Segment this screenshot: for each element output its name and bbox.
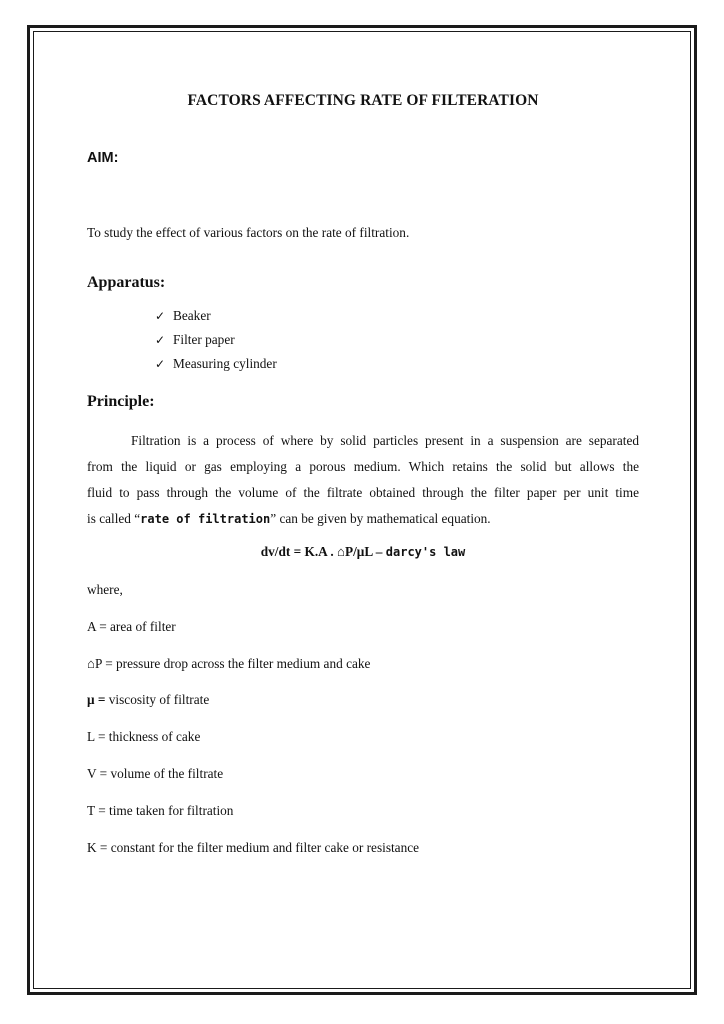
apparatus-item-label: Beaker <box>173 308 211 323</box>
list-item <box>155 328 277 352</box>
definition-item: A = area of filter <box>87 618 176 634</box>
paragraph-line: Filtration is a process of where by solid particles present in a suspension are separated <box>131 433 639 448</box>
definition-item: ⌂P = pressure drop across the filter medium and cake <box>87 655 371 671</box>
definition-symbol: μ = <box>87 692 106 708</box>
list-item <box>155 352 277 376</box>
definition-item: K = constant for the filter medium and filter cake or resistance <box>87 839 420 855</box>
paragraph-text: ” can be given by mathematical equation. <box>270 511 491 526</box>
darcy-equation <box>87 544 639 560</box>
equation-formula: dv/dt = K.A . ⌂P/μL – <box>260 544 386 559</box>
definition-item: V = volume of the filtrate <box>87 765 224 781</box>
apparatus-heading: Apparatus: <box>87 274 166 291</box>
apparatus-item-label: Measuring cylinder <box>173 356 277 371</box>
paragraph-text: is called “ <box>87 511 141 526</box>
aim-text: To study the effect of various factors on the rate of filtration. <box>87 225 410 240</box>
definition-item: μ = viscosity of filtrate <box>87 692 210 708</box>
paragraph-line: fluid to pass through the volume of the filtrate obtained through the filter paper per unit time <box>87 485 639 500</box>
check-mark-icon: ✓ <box>155 357 166 371</box>
definitions-intro: where, <box>87 582 123 597</box>
list-item <box>155 304 277 328</box>
definitions-list <box>87 580 419 874</box>
definition-item: T = time taken for filtration <box>87 802 234 818</box>
paragraph-line <box>87 506 639 532</box>
apparatus-item-label: Filter paper <box>173 332 235 347</box>
aim-heading: AIM: <box>87 150 119 166</box>
paragraph-line: from the liquid or gas employing a porous medium. Which retains the solid but allows the <box>87 459 639 474</box>
definition-item: L = thickness of cake <box>87 729 201 745</box>
principle-heading: Principle: <box>87 393 155 410</box>
page-title: FACTORS AFFECTING RATE OF FILTERATION <box>187 92 539 109</box>
check-mark-icon: ✓ <box>155 309 166 323</box>
apparatus-list <box>155 304 277 376</box>
rate-of-filtration-term: rate of filtration <box>140 512 271 526</box>
principle-paragraph <box>87 428 639 532</box>
equation-law-name: darcy's law <box>385 545 466 559</box>
check-mark-icon: ✓ <box>155 333 166 347</box>
